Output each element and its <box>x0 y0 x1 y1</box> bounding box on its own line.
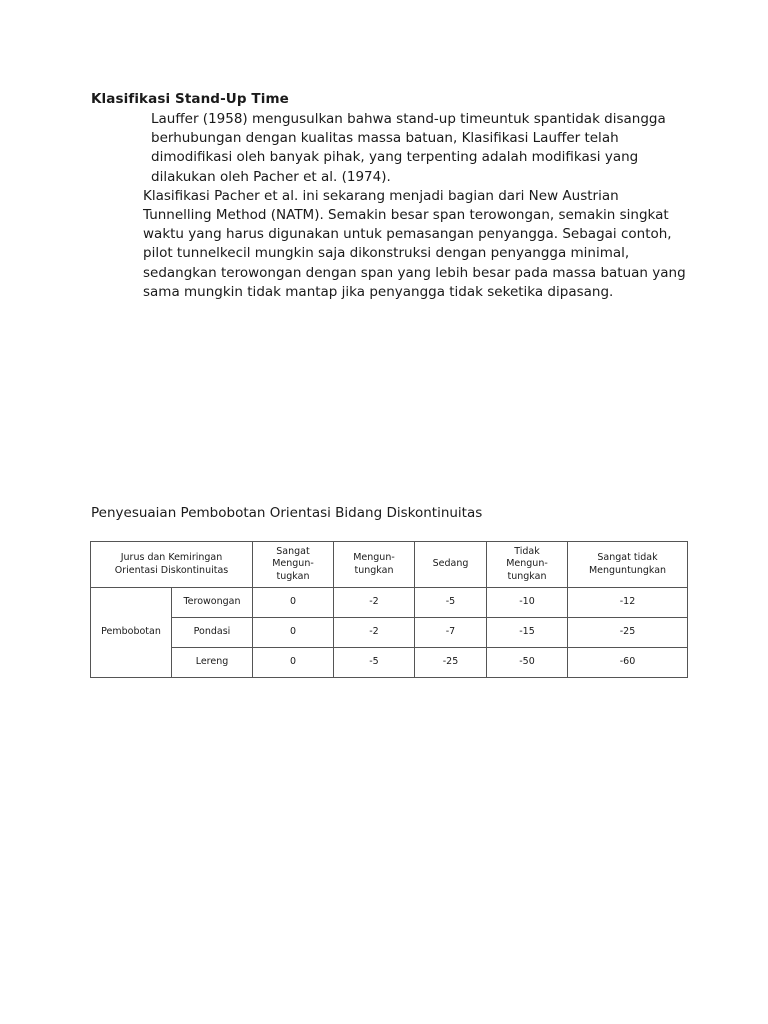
table-cell: -25 <box>568 618 688 648</box>
orientation-weighting-table <box>90 541 688 678</box>
table-header-row <box>91 542 688 588</box>
header-col-2: Mengun- tungkan <box>334 542 415 588</box>
table-cell: -2 <box>334 588 415 618</box>
row-label: Terowongan <box>172 588 253 618</box>
table-cell: -60 <box>568 648 688 678</box>
header-col-3: Sedang <box>415 542 487 588</box>
table-cell: -5 <box>415 588 487 618</box>
paragraph-lauffer: Lauffer (1958) mengusulkan bahwa stand-up timeuntuk spantidak disangga berhubungan dengan kualitas massa batuan, Klasifikasi Lauffer telah dimodifikasi oleh banyak pihak, yang terpenting adalah modifikasi yang dilakukan oleh Pacher et al. (1974). <box>151 111 666 185</box>
table-cell: 0 <box>253 588 334 618</box>
header-orientation-label: Jurus dan Kemiringan Orientasi Diskontinuitas <box>114 552 229 576</box>
header-col-1: Sangat Mengun- tugkan <box>253 542 334 588</box>
table-row <box>91 618 688 648</box>
table-row <box>91 588 688 618</box>
row-label: Pondasi <box>172 618 253 648</box>
table-cell: -5 <box>334 648 415 678</box>
table-cell: 0 <box>253 648 334 678</box>
group-label-cell: Pembobotan <box>91 588 172 678</box>
table-cell: -15 <box>487 618 568 648</box>
body-text <box>91 110 691 302</box>
row-label: Lereng <box>172 648 253 678</box>
table-cell: -7 <box>415 618 487 648</box>
section-heading: Klasifikasi Stand-Up Time <box>91 91 289 107</box>
table-cell: -50 <box>487 648 568 678</box>
header-col-5: Sangat tidak Menguntungkan <box>568 542 688 588</box>
table-cell: -25 <box>415 648 487 678</box>
paragraph-pacher: Klasifikasi Pacher et al. ini sekarang menjadi bagian dari New Austrian Tunnelling Method (NATM). Semakin besar span terowongan, semakin singkat waktu yang harus digunakan untuk pemasangan penyangga. Sebagai contoh, pilot tunnelkecil mungkin saja dikonstruksi dengan penyangga minimal, sedangkan terowongan dengan span yang lebih besar pada massa batuan yang sama mungkin tidak mantap jika penyangga tidak seketika dipasang. <box>143 187 686 300</box>
table-cell: -10 <box>487 588 568 618</box>
header-col-4: Tidak Mengun- tungkan <box>487 542 568 588</box>
table-row <box>91 648 688 678</box>
table-cell: 0 <box>253 618 334 648</box>
table-cell: -12 <box>568 588 688 618</box>
table-cell: -2 <box>334 618 415 648</box>
table-caption: Penyesuaian Pembobotan Orientasi Bidang Diskontinuitas <box>91 505 483 521</box>
header-orientation-cell <box>91 542 253 588</box>
